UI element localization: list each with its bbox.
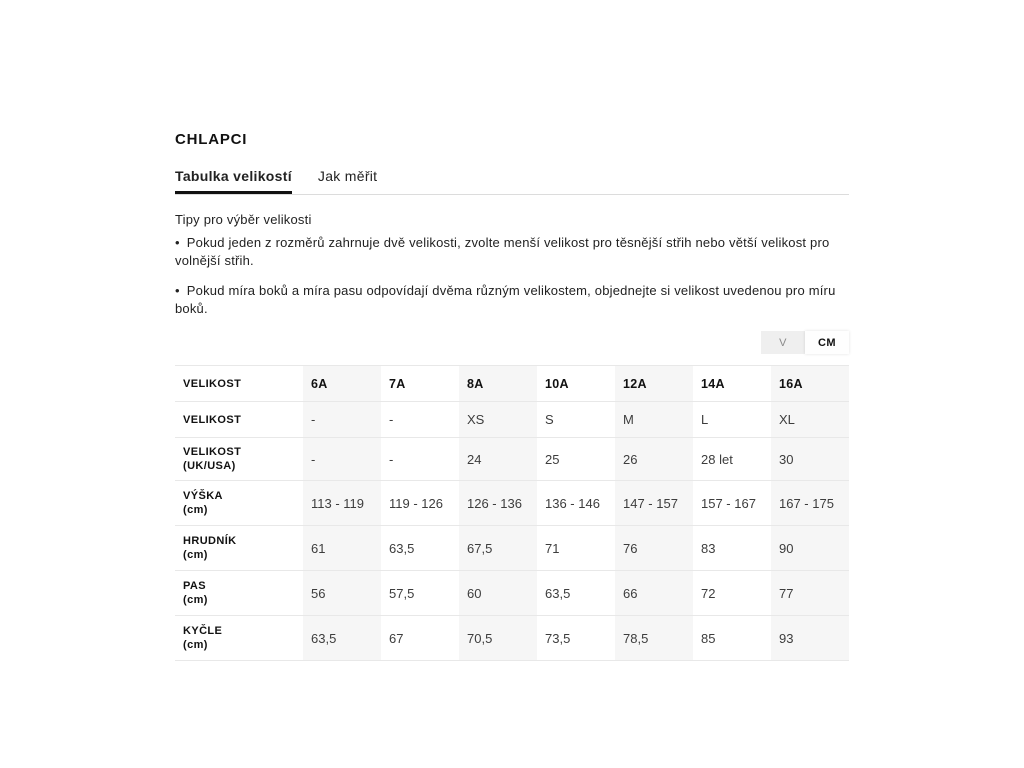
table-cell: 66 <box>615 571 693 616</box>
table-cell: 14A <box>701 376 725 391</box>
row-label: VELIKOST <box>183 377 242 390</box>
table-cell: 63,5 <box>545 585 571 601</box>
table-cell: 70,5 <box>459 616 537 661</box>
tab-how-to-measure[interactable]: Jak měřit <box>317 168 378 184</box>
table-cell: 61 <box>303 526 381 571</box>
table-cell: 85 <box>701 630 716 646</box>
size-table <box>175 365 849 661</box>
table-cell: 77 <box>771 571 849 616</box>
table-cell: L <box>701 412 709 427</box>
table-cell: 113 - 119 <box>303 481 381 526</box>
table-row <box>175 438 849 481</box>
table-row <box>175 571 849 616</box>
table-cell: 30 <box>771 438 849 481</box>
tip-text: Pokud jeden z rozměrů zahrnuje dvě velikosti, zvolte menší velikost pro těsnější střih nebo větší velikost pro volnější střih. <box>175 235 830 268</box>
row-label: HRUDNÍK (cm) <box>183 535 237 561</box>
unit-toggle <box>761 331 849 354</box>
table-cell: 83 <box>701 540 716 556</box>
table-cell: XL <box>771 402 849 438</box>
table-cell: 56 <box>303 571 381 616</box>
table-cell: 28 let <box>701 451 733 467</box>
size-table-body <box>175 366 849 661</box>
tab-size-chart[interactable]: Tabulka velikostí <box>175 168 292 194</box>
table-cell: 16A <box>771 366 849 402</box>
table-cell: 167 - 175 <box>771 481 849 526</box>
table-cell: - <box>303 402 381 438</box>
row-label: VELIKOST (UK/USA) <box>183 446 242 472</box>
table-cell: M <box>615 402 693 438</box>
table-cell: 67,5 <box>459 526 537 571</box>
table-row <box>175 616 849 661</box>
table-cell: - <box>389 412 394 427</box>
table-cell: 72 <box>701 585 716 601</box>
table-cell: 63,5 <box>303 616 381 661</box>
row-label: VÝŠKA (cm) <box>183 490 223 516</box>
unit-option-v[interactable]: V <box>779 336 787 349</box>
table-cell: 78,5 <box>615 616 693 661</box>
table-cell: 8A <box>459 366 537 402</box>
table-cell: 136 - 146 <box>545 495 600 511</box>
table-row <box>175 366 849 402</box>
table-cell: S <box>545 412 554 427</box>
size-guide-panel <box>175 131 849 661</box>
unit-toggle-row <box>175 331 849 354</box>
table-cell: 71 <box>545 540 560 556</box>
table-cell: 12A <box>615 366 693 402</box>
table-cell: 119 - 126 <box>389 495 443 511</box>
unit-option-cm[interactable]: CM <box>805 331 849 354</box>
table-cell: 7A <box>389 376 406 391</box>
table-cell: 93 <box>771 616 849 661</box>
table-row <box>175 526 849 571</box>
table-cell: 57,5 <box>389 585 415 601</box>
tab-bar <box>175 168 849 195</box>
table-cell: XS <box>459 402 537 438</box>
bullet-icon: • <box>175 235 180 250</box>
tip-item <box>175 282 849 317</box>
table-cell: 60 <box>459 571 537 616</box>
row-label: KYČLE (cm) <box>183 625 223 651</box>
row-label: PAS (cm) <box>183 580 208 606</box>
page-title: CHLAPCI <box>175 131 248 148</box>
table-cell: 90 <box>771 526 849 571</box>
table-row <box>175 481 849 526</box>
table-cell: 73,5 <box>545 630 571 646</box>
table-cell: 25 <box>545 451 560 467</box>
tips-heading: Tipy pro výběr velikosti <box>175 212 312 227</box>
table-cell: 76 <box>615 526 693 571</box>
table-cell: - <box>303 438 381 481</box>
table-row <box>175 402 849 438</box>
bullet-icon: • <box>175 283 180 298</box>
table-cell: 67 <box>389 630 404 646</box>
table-cell: 63,5 <box>389 540 415 556</box>
table-cell: 126 - 136 <box>459 481 537 526</box>
row-label: VELIKOST <box>183 413 242 426</box>
table-cell: 24 <box>459 438 537 481</box>
table-cell: 6A <box>303 366 381 402</box>
tip-item <box>175 234 849 269</box>
table-cell: - <box>389 451 394 467</box>
table-cell: 26 <box>615 438 693 481</box>
table-cell: 10A <box>545 376 569 391</box>
tip-text: Pokud míra boků a míra pasu odpovídají dvěma různým velikostem, objednejte si velikost uvedenou pro míru boků. <box>175 283 836 316</box>
table-cell: 157 - 167 <box>701 495 756 511</box>
table-cell: 147 - 157 <box>615 481 693 526</box>
